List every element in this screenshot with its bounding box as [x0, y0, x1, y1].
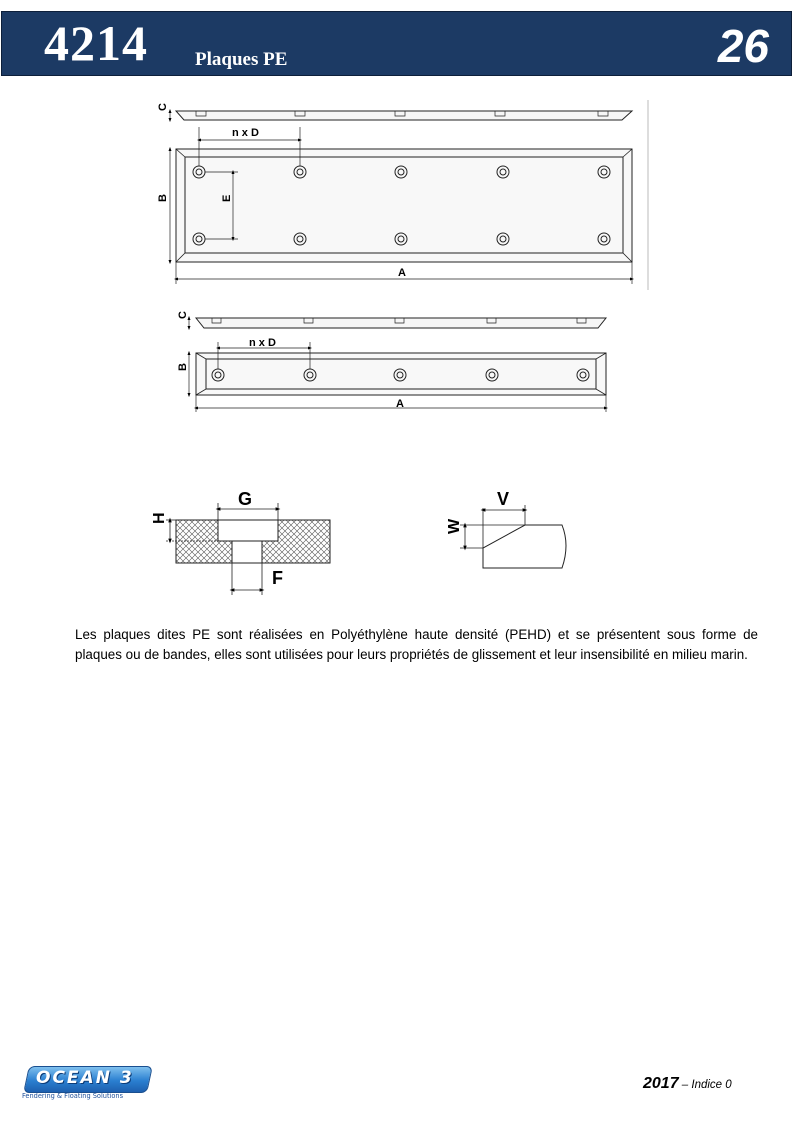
plate-body: [176, 149, 632, 262]
chamfer-labels: [446, 489, 509, 534]
logo-name: OCEAN 3: [36, 1068, 134, 1088]
plate-label-c: C: [157, 103, 169, 111]
page-number: 26: [717, 20, 769, 72]
logo-tagline: Fendering & Floating Solutions: [22, 1092, 124, 1100]
product-title: Plaques PE: [195, 49, 288, 70]
product-code: 4214: [44, 15, 148, 71]
strip-label-nxd: n x D: [249, 337, 276, 349]
section-label-h: H: [151, 512, 168, 524]
chamfer-section: [460, 505, 566, 568]
plate-label-b: B: [157, 194, 169, 202]
section-label-w: W: [446, 518, 463, 534]
plate-label-a: A: [398, 267, 406, 279]
section-label-f: F: [272, 568, 283, 588]
strip-label-b: B: [177, 363, 189, 371]
plate-side-view: [176, 111, 632, 120]
plate-label-e: E: [221, 194, 233, 202]
footer-year: 2017: [643, 1075, 679, 1092]
section-label-g: G: [238, 489, 253, 509]
page-footer: [643, 1075, 732, 1093]
counterbore-section: [166, 503, 330, 595]
strip-label-c: C: [177, 311, 189, 319]
plate-label-nxd: n x D: [232, 127, 259, 139]
section-label-v: V: [497, 489, 510, 509]
description-text: Les plaques dites PE sont réalisées en Polyéthylène haute densité (PEHD) et se présentent sous forme de plaques ou de bandes, elles sont utilisées pour leurs propriétés de glissement et leur insensibilité en milieu marin.: [75, 627, 758, 662]
footer-index: – Indice 0: [678, 1079, 732, 1091]
company-logo: [22, 1066, 152, 1102]
strip-label-a: A: [396, 398, 404, 410]
